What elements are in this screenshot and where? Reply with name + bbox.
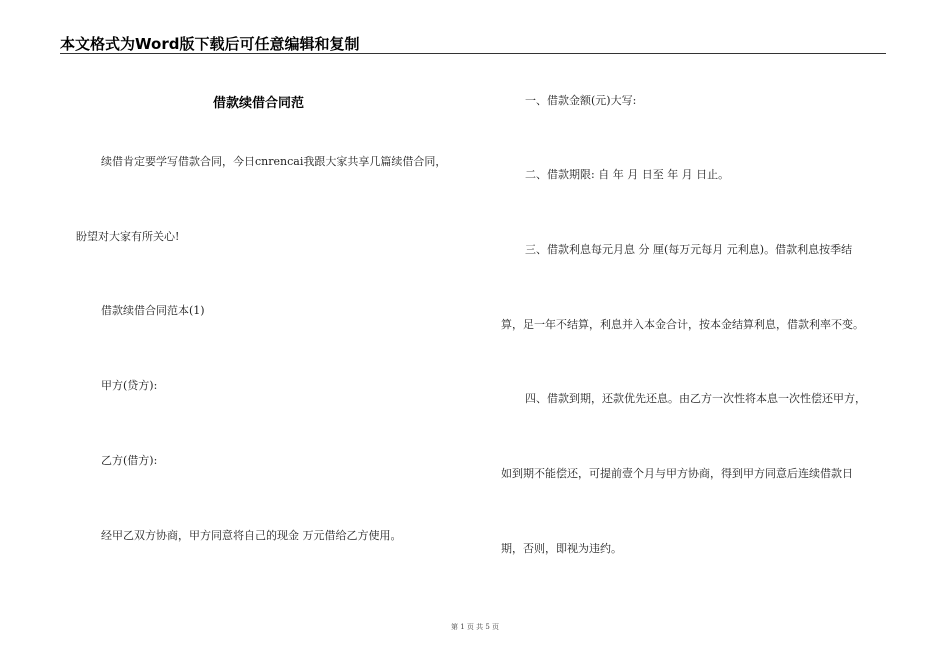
right-paragraph-7: 期，否则，即视为违约。 <box>501 542 622 555</box>
left-paragraph-3: 借款续借合同范本(1) <box>101 304 205 317</box>
right-paragraph-4: 算，足一年不结算，利息并入本金合计，按本金结算利息，借款利率不变。 <box>501 318 864 331</box>
right-paragraph-5: 四、借款到期，还款优先还息。由乙方一次性将本息一次性偿还甲方， <box>525 392 866 405</box>
left-paragraph-6: 经甲乙双方协商，甲方同意将自己的现金 万元借给乙方使用。 <box>101 529 402 542</box>
page-header-title: 本文格式为Word版下载后可任意编辑和复制 <box>60 35 360 53</box>
right-paragraph-3: 三、借款利息每元月息 分 厘(每万元每月 元利息)。借款利息按季结 <box>525 243 853 256</box>
left-paragraph-4: 甲方(贷方): <box>101 379 158 392</box>
page-number-footer: 第 1 页 共 5 页 <box>450 623 500 631</box>
right-paragraph-1: 一、借款金额(元)大写: <box>525 94 637 107</box>
right-paragraph-6: 如到期不能偿还，可提前壹个月与甲方协商，得到甲方同意后连续借款日 <box>501 467 853 480</box>
header-divider <box>60 53 886 54</box>
left-paragraph-5: 乙方(借方): <box>101 454 158 467</box>
left-paragraph-1: 续借肯定要学写借款合同，今日cnrencai我跟大家共享几篇续借合同， <box>101 155 447 168</box>
left-paragraph-2: 盼望对大家有所关心! <box>76 230 180 243</box>
right-paragraph-2: 二、借款期限: 自 年 月 日至 年 月 日止。 <box>525 168 730 181</box>
document-title: 借款续借合同范 <box>213 96 305 111</box>
